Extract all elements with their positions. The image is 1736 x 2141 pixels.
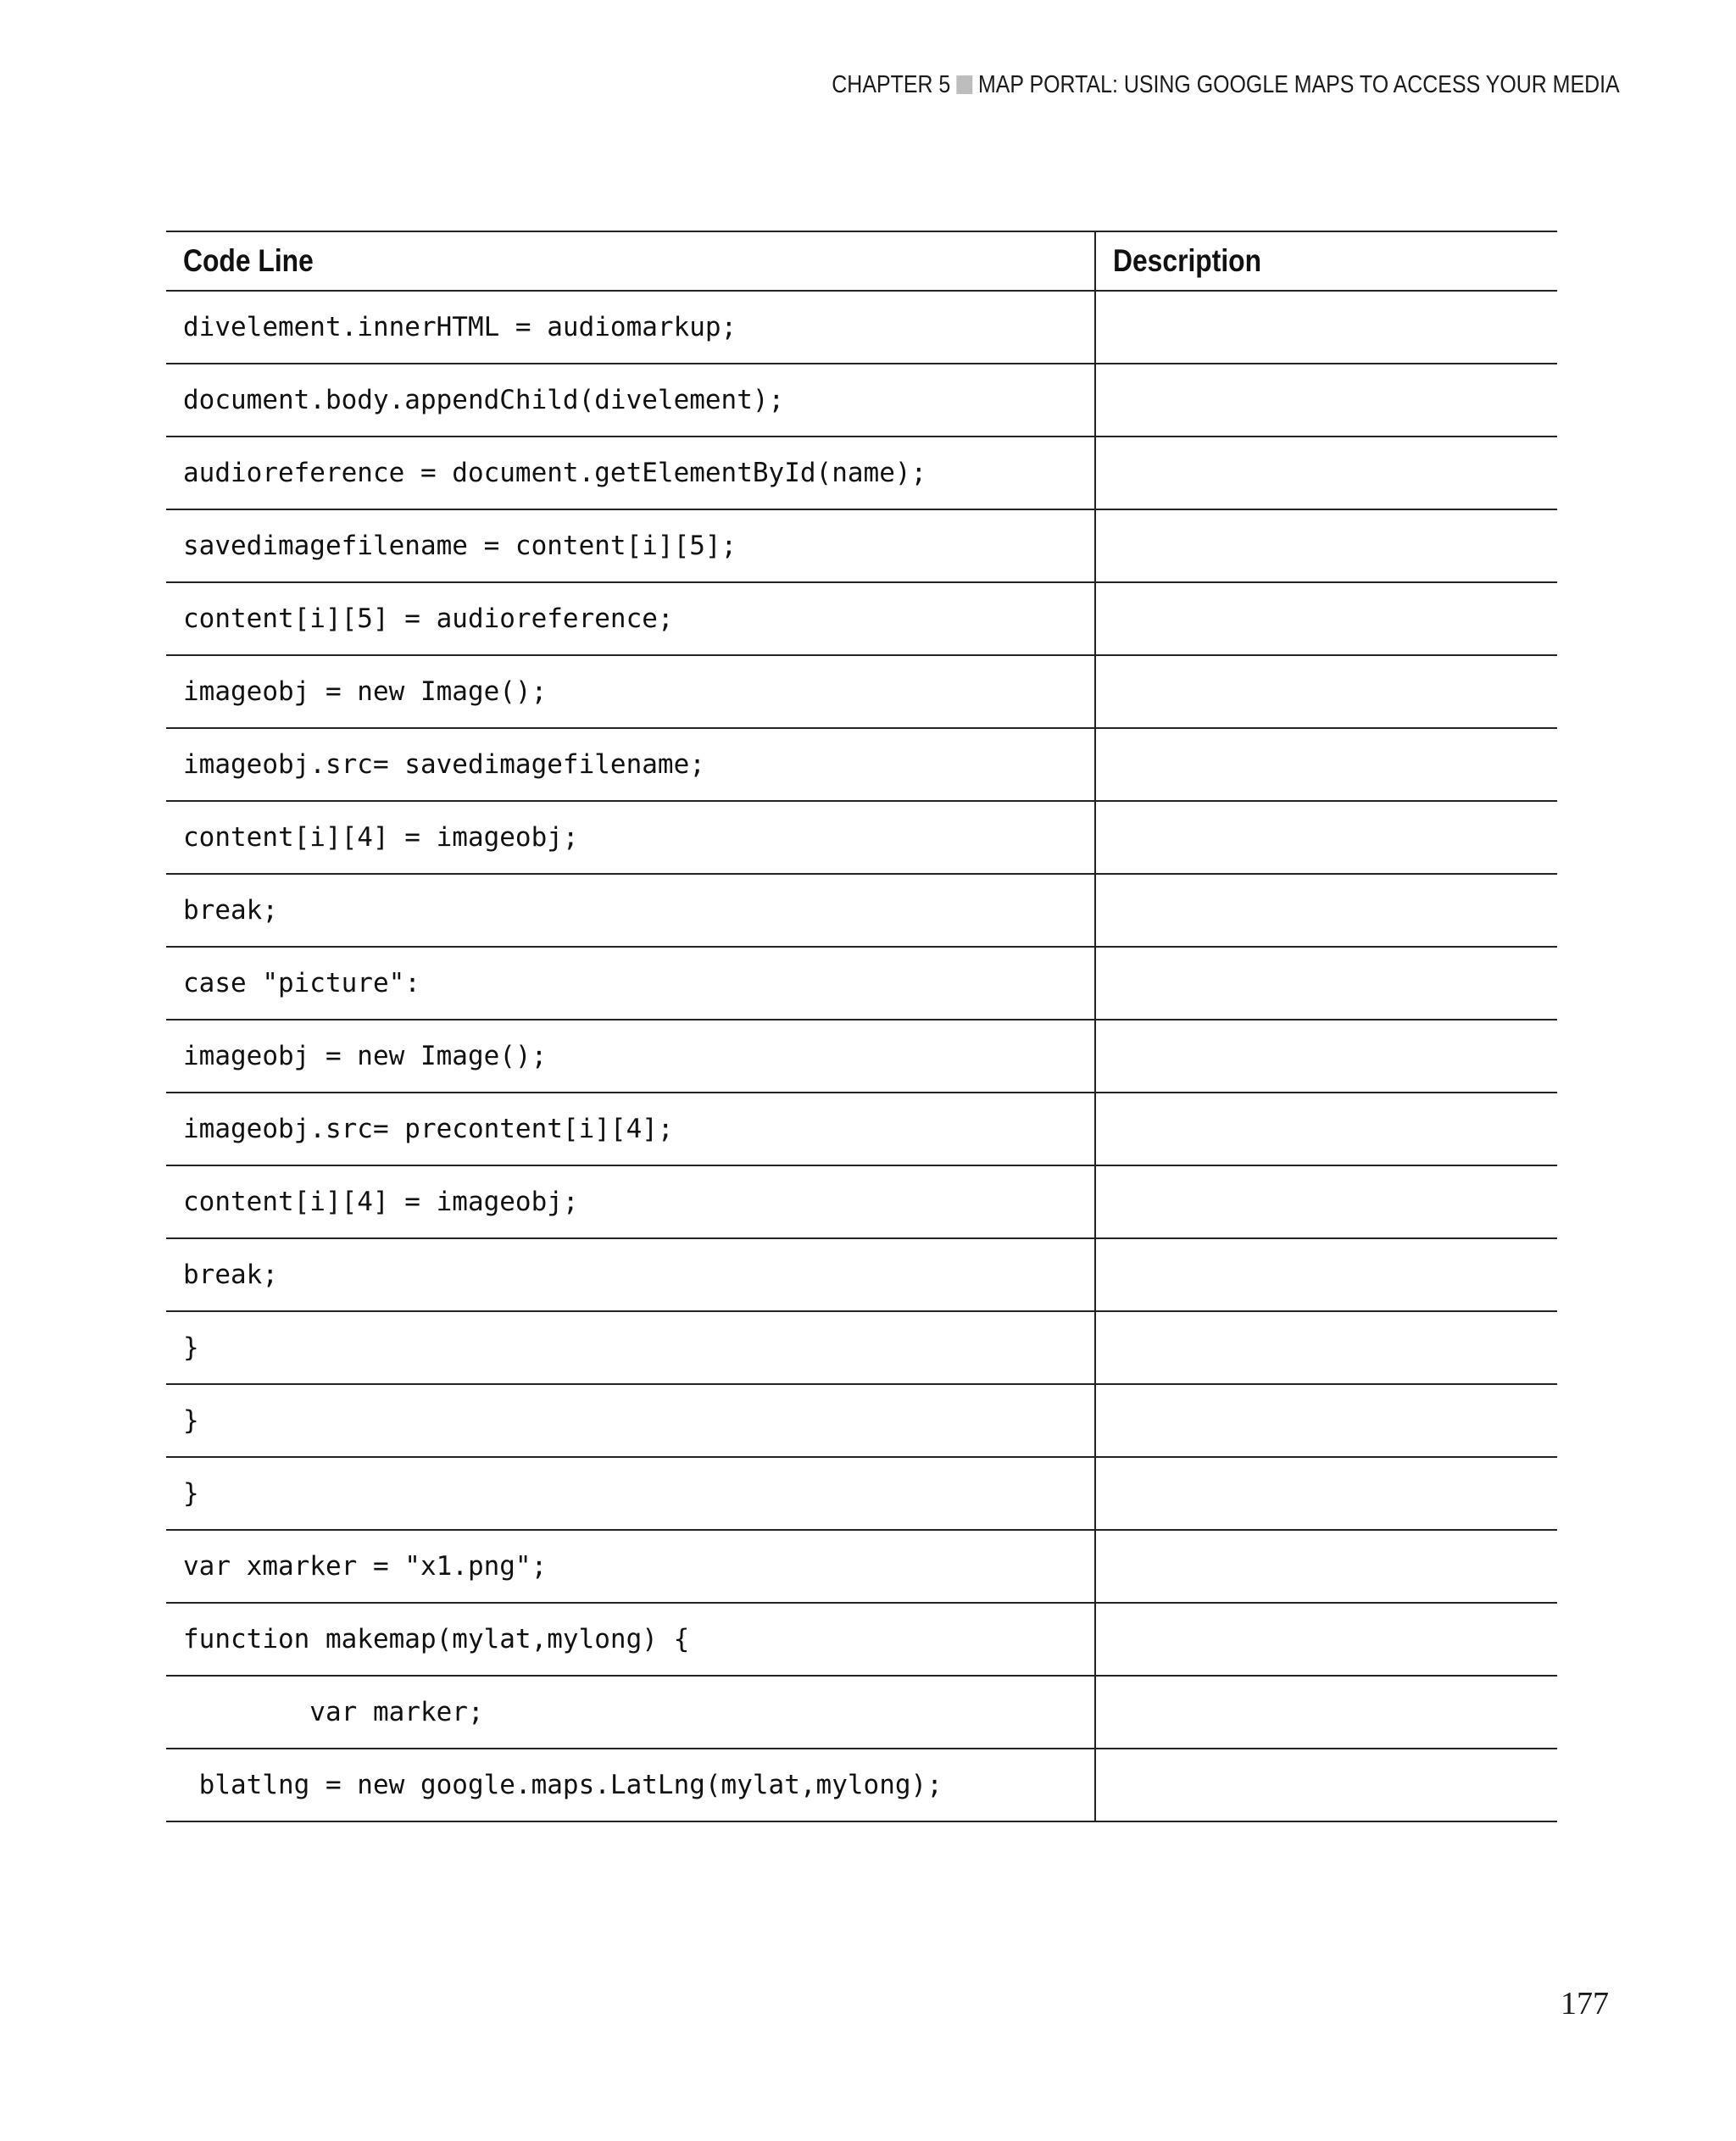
table-row [166, 1530, 1557, 1603]
table-row [166, 655, 1557, 728]
code-line-cell: blatlng = new google.maps.LatLng(mylat,mylong); [166, 1749, 1095, 1821]
code-description-table [166, 231, 1557, 1822]
code-line-cell: savedimagefilename = content[i][5]; [166, 509, 1095, 582]
description-cell [1095, 582, 1557, 655]
code-line-cell: document.body.appendChild(divelement); [166, 364, 1095, 437]
table-row [166, 728, 1557, 801]
table-row [166, 1749, 1557, 1821]
code-line-cell: case "picture": [166, 947, 1095, 1020]
table-row [166, 1238, 1557, 1311]
description-cell [1095, 874, 1557, 947]
table-row [166, 1457, 1557, 1530]
description-cell [1095, 1311, 1557, 1384]
table-row [166, 509, 1557, 582]
table-row [166, 1603, 1557, 1676]
description-cell [1095, 655, 1557, 728]
code-line-cell: var marker; [166, 1676, 1095, 1749]
code-line-cell: content[i][4] = imageobj; [166, 1165, 1095, 1238]
running-header [832, 71, 1620, 99]
description-cell [1095, 947, 1557, 1020]
page-number: 177 [1561, 1986, 1609, 2021]
code-line-cell: content[i][5] = audioreference; [166, 582, 1095, 655]
code-line-cell: break; [166, 1238, 1095, 1311]
description-cell [1095, 1530, 1557, 1603]
table-row [166, 364, 1557, 437]
code-line-cell: } [166, 1457, 1095, 1530]
table-row [166, 801, 1557, 874]
table-header-row [166, 231, 1557, 291]
code-line-cell: imageobj.src= precontent[i][4]; [166, 1093, 1095, 1165]
column-header-code-line: Code Line [166, 231, 1095, 291]
code-line-cell: } [166, 1311, 1095, 1384]
code-line-cell: imageobj = new Image(); [166, 655, 1095, 728]
description-cell [1095, 801, 1557, 874]
description-cell [1095, 509, 1557, 582]
description-cell [1095, 728, 1557, 801]
code-line-cell: break; [166, 874, 1095, 947]
separator-square-icon [956, 75, 972, 94]
description-cell [1095, 1676, 1557, 1749]
code-line-cell: audioreference = document.getElementById(name); [166, 437, 1095, 509]
table-row [166, 291, 1557, 364]
table-row [166, 947, 1557, 1020]
description-cell [1095, 1603, 1557, 1676]
table-row [166, 874, 1557, 947]
code-line-cell: } [166, 1384, 1095, 1457]
table-row [166, 1384, 1557, 1457]
code-line-cell: function makemap(mylat,mylong) { [166, 1603, 1095, 1676]
table-row [166, 1093, 1557, 1165]
description-cell [1095, 437, 1557, 509]
description-cell [1095, 1238, 1557, 1311]
description-cell [1095, 1749, 1557, 1821]
code-line-cell: divelement.innerHTML = audiomarkup; [166, 291, 1095, 364]
description-cell [1095, 364, 1557, 437]
table-row [166, 437, 1557, 509]
chapter-label: CHAPTER 5 [832, 71, 951, 98]
description-cell [1095, 291, 1557, 364]
code-line-cell: var xmarker = "x1.png"; [166, 1530, 1095, 1603]
table-row [166, 1311, 1557, 1384]
table-row [166, 1020, 1557, 1093]
code-line-cell: content[i][4] = imageobj; [166, 801, 1095, 874]
code-line-cell: imageobj.src= savedimagefilename; [166, 728, 1095, 801]
description-cell [1095, 1384, 1557, 1457]
description-cell [1095, 1165, 1557, 1238]
description-cell [1095, 1457, 1557, 1530]
column-header-description: Description [1095, 231, 1557, 291]
table-row [166, 1165, 1557, 1238]
description-cell [1095, 1020, 1557, 1093]
chapter-title: MAP PORTAL: USING GOOGLE MAPS TO ACCESS YOUR MEDIA [978, 71, 1620, 98]
description-cell [1095, 1093, 1557, 1165]
table-row [166, 582, 1557, 655]
code-line-cell: imageobj = new Image(); [166, 1020, 1095, 1093]
table-row [166, 1676, 1557, 1749]
